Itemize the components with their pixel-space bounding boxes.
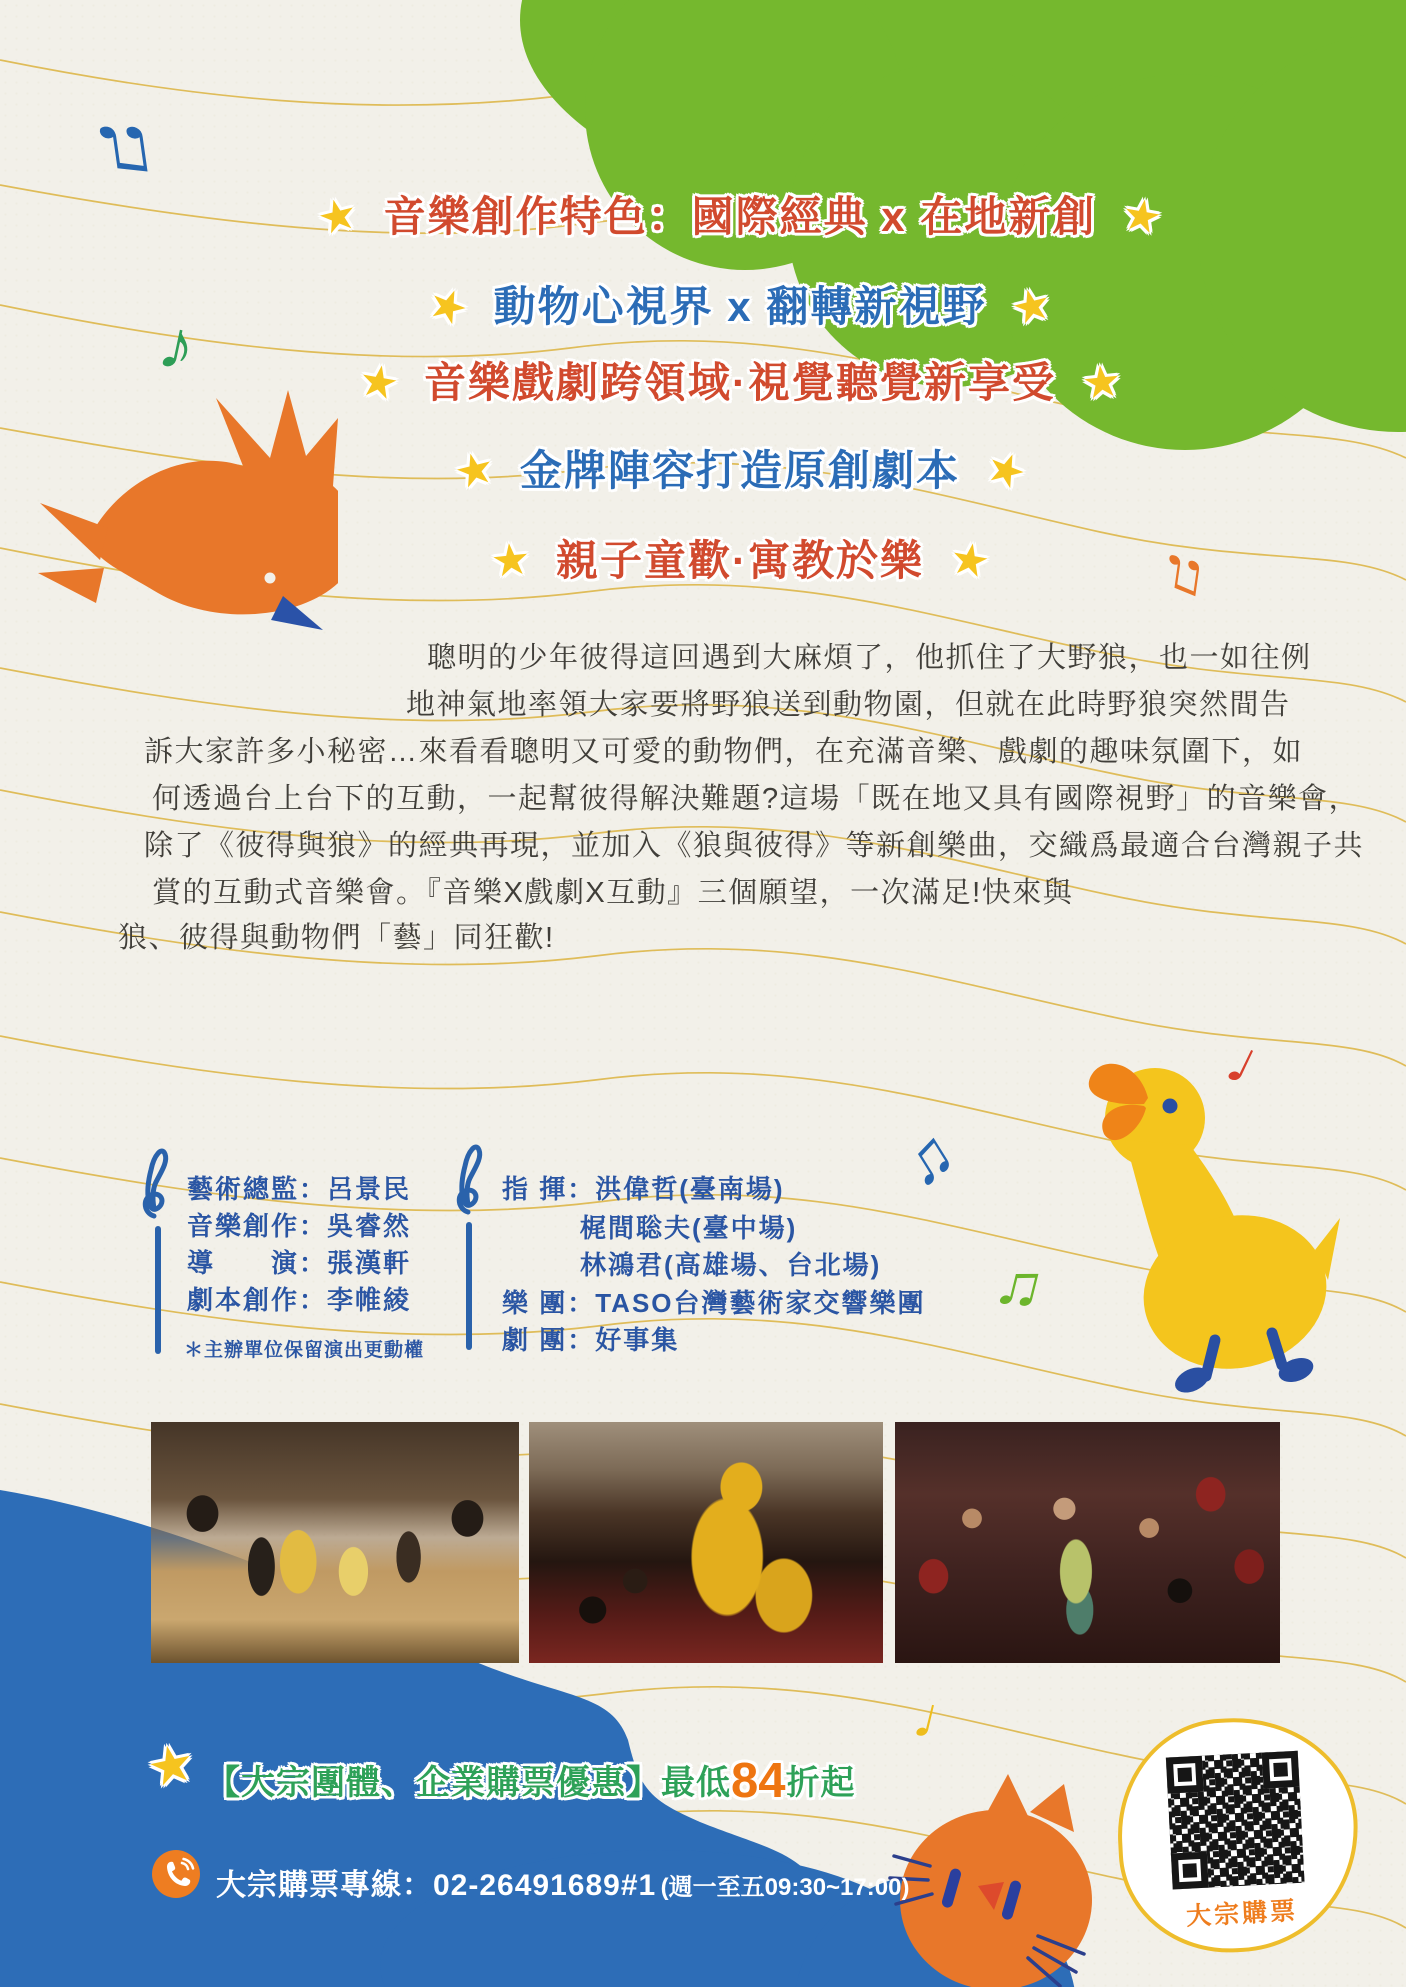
qr-caption: 大宗購票	[1185, 1896, 1299, 1931]
beamed-note-icon: ♫	[988, 1243, 1052, 1325]
headline-text: 音樂創作特色：國際經典 x 在地新創	[383, 193, 1097, 240]
intro-line-1: 聰明的少年彼得這回遇到大麻煩了，他抓住了大野狼，也一如往例	[427, 642, 1312, 674]
hotline	[216, 1860, 909, 1904]
qr-code	[1166, 1751, 1305, 1890]
photo-audience-performers	[895, 1422, 1280, 1663]
star-icon: ★	[946, 533, 994, 589]
bird-illustration	[38, 378, 338, 650]
headline-row-2	[74, 276, 1406, 337]
quarter-note-icon: ♩	[1215, 1023, 1305, 1117]
beamed-note-icon: ♫	[888, 1114, 968, 1202]
star-icon: ★	[420, 276, 476, 337]
headline-row-3	[74, 355, 1406, 411]
qr-finder-marker	[1262, 1751, 1300, 1789]
intro-line-7: 狼、彼得與動物們「藝」同狂歡!	[118, 922, 555, 954]
intro-line-6: 賞的互動式音樂會。『音樂X戲劇X互動』三個願望，一次滿足!快來與	[152, 877, 1074, 909]
treble-clef-icon	[138, 1142, 174, 1220]
promo-text: 【大宗團體、企業購票優惠】最低	[206, 1764, 731, 1802]
photo-stage-performance	[151, 1422, 519, 1663]
beamed-note-icon: ♫	[1153, 541, 1211, 619]
intro-line-5: 除了《彼得與狼》的經典再現，並加入《狼與彼得》等新創樂曲，交織爲最適合台灣親子共	[144, 830, 1365, 862]
phone-icon	[152, 1850, 200, 1898]
star-icon: ★	[488, 534, 533, 588]
promo-discount: 84	[731, 1754, 786, 1808]
treble-clef-icon	[452, 1138, 488, 1216]
cat-illustration	[888, 1772, 1100, 1987]
credits-divider	[155, 1226, 161, 1354]
credit-line: 藝術總監：呂景民	[187, 1174, 412, 1204]
promo-text: 折起	[785, 1764, 856, 1802]
credit-line: 樂 團：TASO台灣藝術家交響樂團	[502, 1288, 926, 1318]
credits-divider	[466, 1222, 472, 1350]
intro-line-3: 訴大家許多小秘密…來看看聰明又可愛的動物們，在充滿音樂、戲劇的趣味氛圍下，如	[144, 736, 1304, 768]
star-icon: ★	[978, 440, 1034, 501]
headline-row-4	[74, 440, 1406, 501]
qr-finder-marker	[1166, 1756, 1204, 1794]
credit-line: 林鴻君(高雄場、台北場)	[580, 1250, 882, 1280]
quarter-note-icon: ♩	[906, 1681, 982, 1762]
credits-note: ＊主辦單位保留演出更動權	[184, 1340, 425, 1361]
intro-line-2: 地神氣地率領大家要將野狼送到動物園，但就在此時野狼突然間告	[406, 689, 1291, 721]
hotline-hours: (週一至五09:30~17:00)	[660, 1874, 910, 1901]
headline-text: 音樂戲劇跨領域·視覺聽覺新享受	[424, 359, 1056, 406]
credit-line: 音樂創作：吳睿然	[187, 1211, 412, 1241]
headline-text: 親子童歡·寓教於樂	[556, 537, 924, 584]
qr-finder-marker	[1171, 1852, 1209, 1890]
headline-text: 金牌陣容打造原創劇本	[519, 447, 960, 494]
hotline-label: 大宗購票專線：	[216, 1869, 433, 1902]
star-icon: ★	[1079, 356, 1124, 410]
headline-row-5	[74, 533, 1406, 589]
star-icon: ★	[1006, 278, 1058, 336]
star-icon: ★	[142, 1732, 201, 1800]
headline-row-1	[74, 188, 1406, 246]
hotline-number: 02-26491689#1	[433, 1869, 657, 1902]
eighth-note-icon: ♪	[152, 303, 203, 387]
star-icon: ★	[312, 188, 363, 246]
beamed-note-icon: ♫	[85, 102, 163, 208]
intro-line-4: 何透過台上台下的互動，一起幫彼得解決難題?這場「既在地又具有國際視野」的音樂會，	[152, 783, 1360, 815]
star-icon: ★	[354, 355, 403, 411]
credit-line: 劇本創作：李帷綾	[187, 1285, 412, 1315]
duck-illustration	[1030, 1040, 1340, 1400]
photo-duck-mascot-audience	[529, 1422, 883, 1663]
star-icon: ★	[449, 442, 500, 500]
credit-line: 導 演：張漢軒	[187, 1248, 412, 1278]
promo-banner	[206, 1750, 856, 1806]
star-icon: ★	[1118, 189, 1166, 245]
credit-line: 指 揮：洪偉哲(臺南場)	[502, 1174, 785, 1204]
headline-text: 動物心視界 x 翻轉新視野	[493, 283, 987, 330]
credit-line: 劇 團：好事集	[502, 1325, 680, 1355]
credit-line: 梶間聡夫(臺中場)	[580, 1213, 798, 1243]
